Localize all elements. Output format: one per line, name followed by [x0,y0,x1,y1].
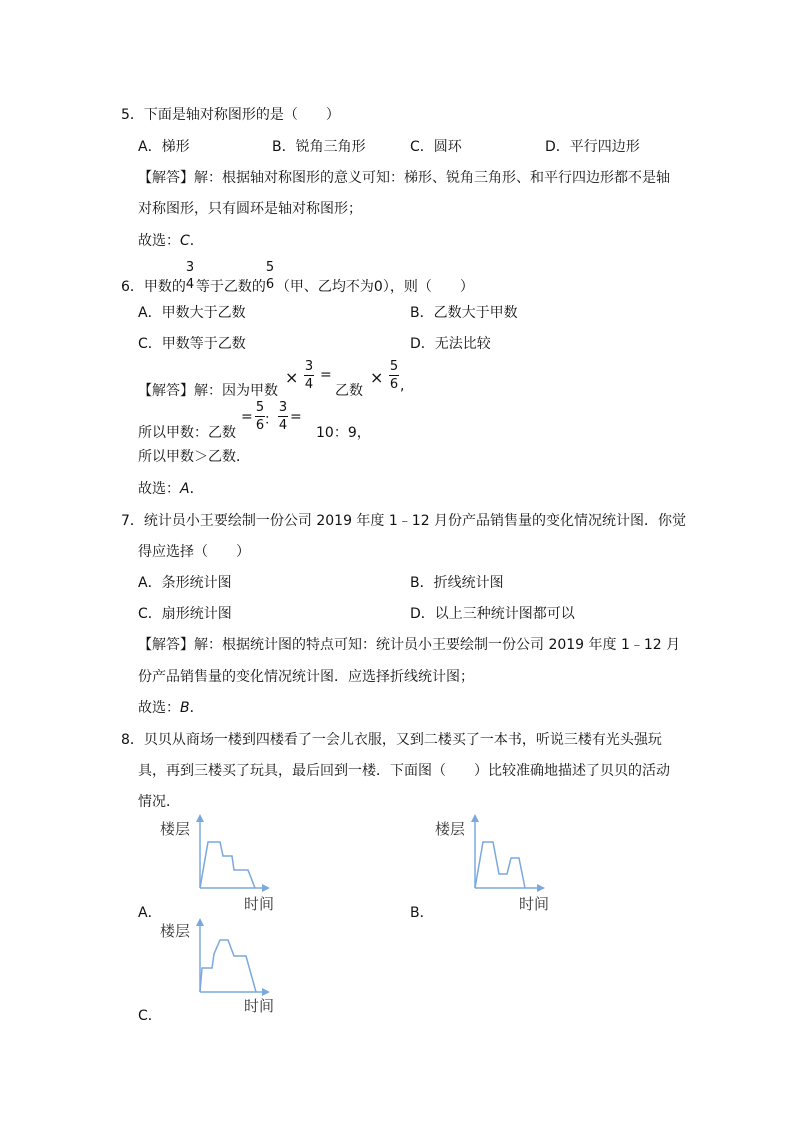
q6-times-sign-2: × [370,368,384,387]
q5-stem: 5．下面是轴对称图形的是（ ） [121,107,340,123]
q6-choice: 故选：A． [138,481,204,497]
q8-stem-line2: 具，再到三楼买了玩具，最后回到一楼．下面图（ ）比较准确地描述了贝贝的活动 [138,763,670,779]
q6-ratio-prefix: 所以甲数：乙数 [138,425,236,441]
graph-c-y-label: 楼层 [160,922,191,940]
q6-option-b[interactable]: B．乙数大于甲数 [410,305,518,321]
q6-option-c[interactable]: C．甲数等于乙数 [138,336,246,352]
q8-graph-b[interactable] [435,812,560,914]
q6-option-d[interactable]: D．无法比较 [410,336,491,352]
q7-answer-line1: 【解答】解：根据统计图的特点可知：统计员小王要绘制一份公司 2019 年度 1﹣12 月 [138,637,681,653]
q6-ratio-fraction-3-4: 3 4 [278,400,288,433]
q6-comma: , [400,378,405,394]
q5-answer-line1: 【解答】解：根据轴对称图形的意义可知：梯形、锐角三角形、和平行四边形都不是轴 [138,170,670,186]
q6-ratio-equals-1: = [241,409,253,425]
graph-a-x-arrow [262,884,270,892]
q6-times-sign: × [285,368,299,387]
q6-solution-fraction-5-6: 5 6 [389,359,399,392]
q7-answer-line2: 份产品销售量的变化情况统计图．应选择折线统计图； [138,669,474,685]
q6-stem: 6．甲数的 3 4 等于乙数的 5 6 （甲、乙均不为0），则（ ） [121,260,474,295]
graph-b-x-label: 时间 [519,895,550,913]
q8-stem-line1: 8．贝贝从商场一楼到四楼看了一会儿衣服，又到二楼买了一本书，听说三楼有光头强玩 [121,732,662,748]
q7-option-c[interactable]: C．扇形统计图 [138,606,232,622]
q6-fraction-5-6: 5 6 [265,260,275,292]
q8-stem-line3: 情况． [138,794,180,810]
graph-c-x-label: 时间 [244,997,275,1015]
q7-option-a[interactable]: A．条形统计图 [138,575,232,591]
graph-a-x-label: 时间 [244,895,275,913]
q5-option-d[interactable]: D．平行四边形 [545,139,640,155]
graph-c-y-arrow [196,918,204,926]
graph-c-line [200,940,256,992]
q6-ratio-colon: ： [264,412,278,428]
q6-yi-number: 乙数 [335,383,363,399]
graph-b-x-arrow [537,884,545,892]
q6-solution-fraction-3-4: 3 4 [304,359,314,392]
graph-a-y-label: 楼层 [160,820,191,838]
graph-b-line [475,842,525,888]
q8-option-b[interactable]: B． [410,905,434,921]
q5-option-b[interactable]: B．锐角三角形 [272,139,366,155]
q5-choice: 故选：C． [138,233,204,249]
graph-a-line [200,842,255,888]
q5-option-c[interactable]: C．圆环 [410,139,462,155]
q6-ratio-result: 10：9， [316,425,371,441]
q6-conclusion: 所以甲数＞乙数． [138,449,250,465]
q5-option-a[interactable]: A．梯形 [138,139,190,155]
q8-option-c[interactable]: C． [138,1008,162,1024]
graph-a-y-arrow [196,814,204,822]
q8-graph-c[interactable] [160,914,285,1016]
q6-equals-sign: = [320,367,332,383]
q7-option-d[interactable]: D．以上三种统计图都可以 [410,606,575,622]
graph-c-x-arrow [262,988,270,996]
graph-b-y-label: 楼层 [435,820,466,838]
q7-option-b[interactable]: B．折线统计图 [410,575,504,591]
q6-solution-prefix: 【解答】解：因为甲数 [138,383,278,399]
q8-option-a[interactable]: A． [138,905,162,921]
q6-ratio-fraction-5-6: 5 6 [255,400,265,433]
q6-option-a[interactable]: A．甲数大于乙数 [138,305,246,321]
q7-stem-line2: 得应选择（ ） [138,544,250,560]
q8-graph-a[interactable] [160,812,285,914]
q7-stem-line1: 7．统计员小王要绘制一份公司 2019 年度 1﹣12 月份产品销售量的变化情况统计图．你觉 [121,513,687,529]
q5-answer-line2: 对称图形，只有圆环是轴对称图形； [138,201,362,217]
q6-fraction-3-4: 3 4 [185,260,195,292]
graph-b-y-arrow [471,814,479,822]
q6-ratio-equals-2: = [290,409,302,425]
q7-choice: 故选：B． [138,700,204,716]
